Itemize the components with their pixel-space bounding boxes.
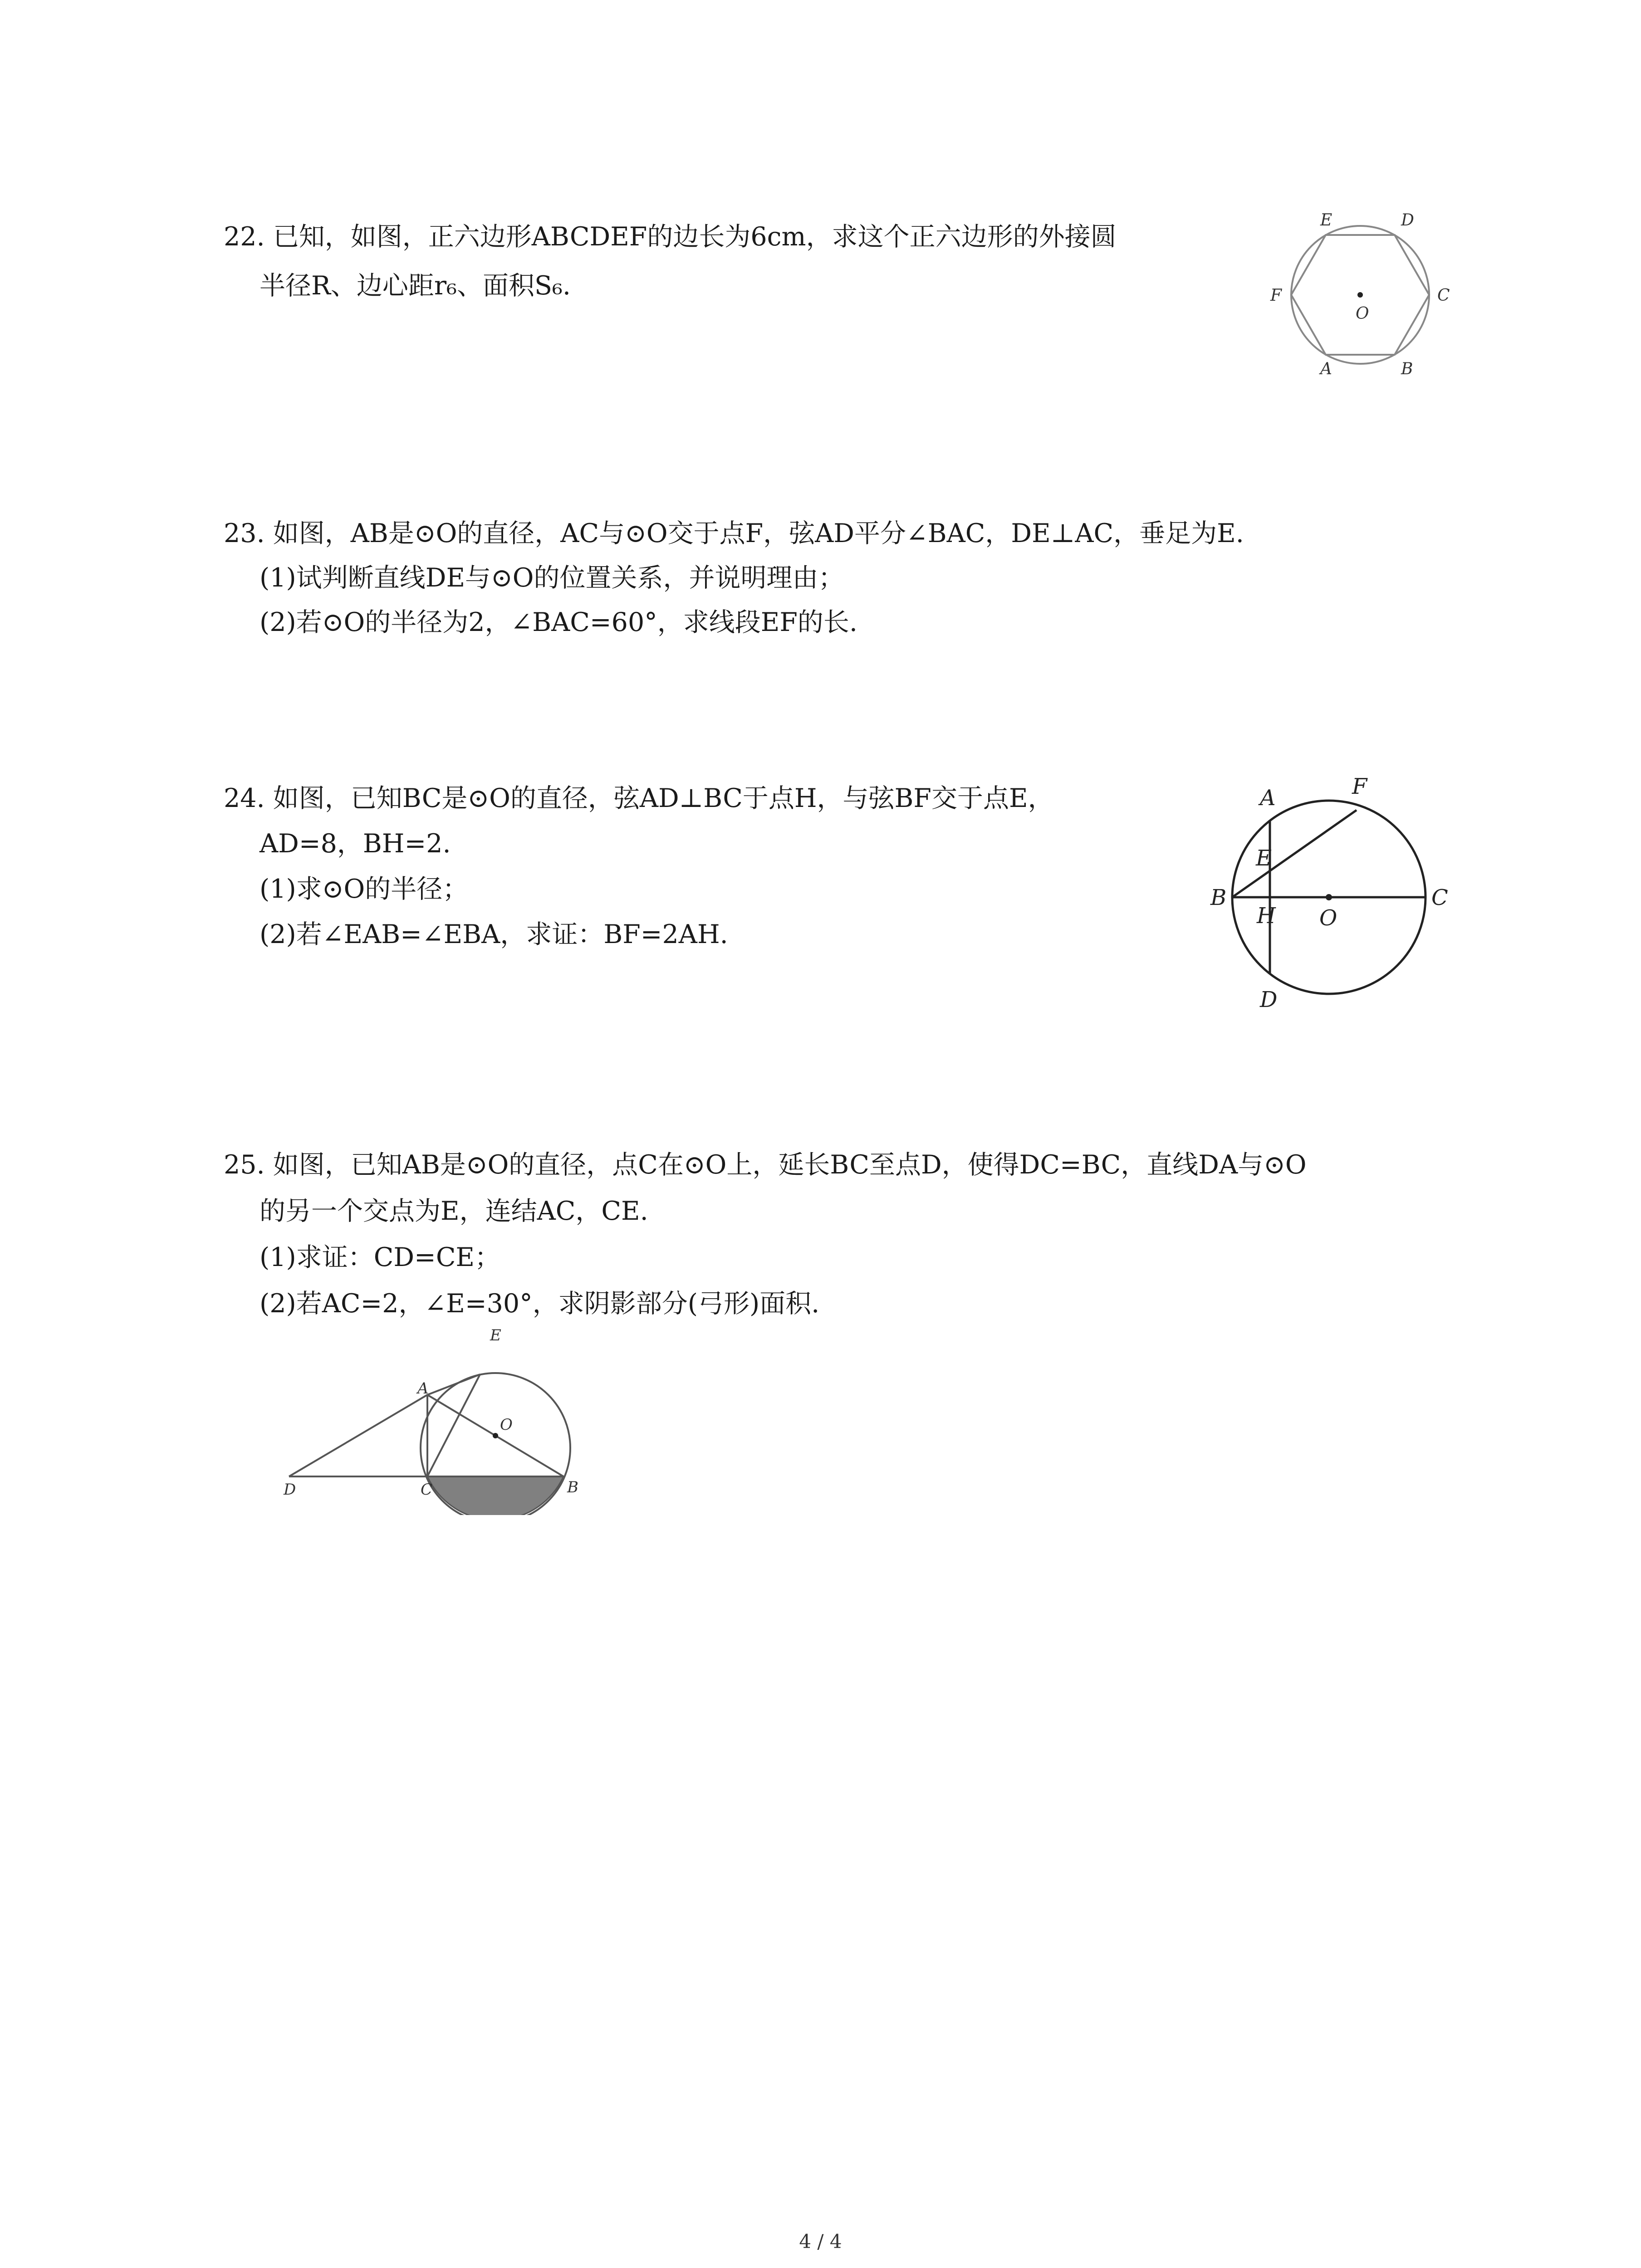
line-AE — [427, 1374, 480, 1395]
label-D: D — [1260, 987, 1278, 1012]
q25-line-2: 的另一个交点为E，连结AC，CE. — [260, 1196, 648, 1226]
label-F: F — [1352, 774, 1367, 799]
label-O: O — [500, 1416, 513, 1434]
label-B: B — [1401, 360, 1413, 378]
shaded-segment — [427, 1476, 563, 1515]
line-DA — [289, 1395, 427, 1476]
label-C: C — [1437, 286, 1450, 305]
label-C: C — [421, 1481, 433, 1499]
q24-line-4: (2)若∠EAB=∠EBA，求证：BF=2AH. — [260, 919, 728, 949]
chord-BF — [1232, 810, 1357, 897]
label-F: F — [1270, 286, 1282, 305]
circle24-figure — [1202, 767, 1456, 1021]
label-E: E — [1320, 211, 1332, 230]
hexagon-figure — [1257, 206, 1465, 379]
label-C: C — [1431, 885, 1448, 910]
label-E: E — [490, 1326, 501, 1344]
label-O: O — [1319, 905, 1337, 931]
q24-line-2: AD=8，BH=2. — [260, 829, 451, 859]
q22-line-2: 半径R、边心距r₆、面积S₆. — [260, 271, 571, 301]
q24-line-3: (1)求⊙O的半径； — [260, 874, 469, 904]
q25-line-1: 25. 如图，已知AB是⊙O的直径，点C在⊙O上，延长BC至点D，使得DC=BC，直线DA与⊙O — [224, 1150, 1307, 1180]
label-B: B — [1210, 885, 1227, 910]
center-O — [493, 1433, 498, 1438]
q23-line-2: (1)试判断直线DE与⊙O的位置关系，并说明理由； — [260, 563, 844, 593]
q25-line-4: (2)若AC=2，∠E=30°，求阴影部分(弓形)面积. — [260, 1289, 820, 1319]
label-E: E — [1256, 846, 1272, 871]
q23-line-3: (2)若⊙O的半径为2，∠BAC=60°，求线段EF的长. — [260, 607, 857, 637]
q22-line-1: 22. 已知，如图，正六边形ABCDEF的边长为6cm，求这个正六边形的外接圆 — [224, 222, 1117, 252]
center-point — [1357, 292, 1363, 298]
circle25-figure — [268, 1325, 612, 1515]
label-D: D — [284, 1481, 296, 1499]
q23-line-1: 23. 如图，AB是⊙O的直径，AC与⊙O交于点F，弦AD平分∠BAC，DE⊥AC，垂足为E. — [224, 518, 1244, 548]
label-H: H — [1257, 903, 1276, 929]
label-D: D — [1401, 211, 1414, 230]
label-B: B — [567, 1478, 578, 1496]
center-O — [1326, 894, 1332, 900]
q24-line-1: 24. 如图，已知BC是⊙O的直径，弦AD⊥BC于点H，与弦BF交于点E， — [224, 783, 1054, 813]
label-A: A — [1320, 360, 1332, 378]
q25-line-3: (1)求证：CD=CE； — [260, 1242, 501, 1272]
page-number: 4 / 4 — [799, 2230, 842, 2253]
label-A: A — [1260, 785, 1276, 811]
label-A: A — [417, 1379, 429, 1398]
line-CE — [427, 1374, 480, 1476]
label-O: O — [1356, 304, 1369, 323]
